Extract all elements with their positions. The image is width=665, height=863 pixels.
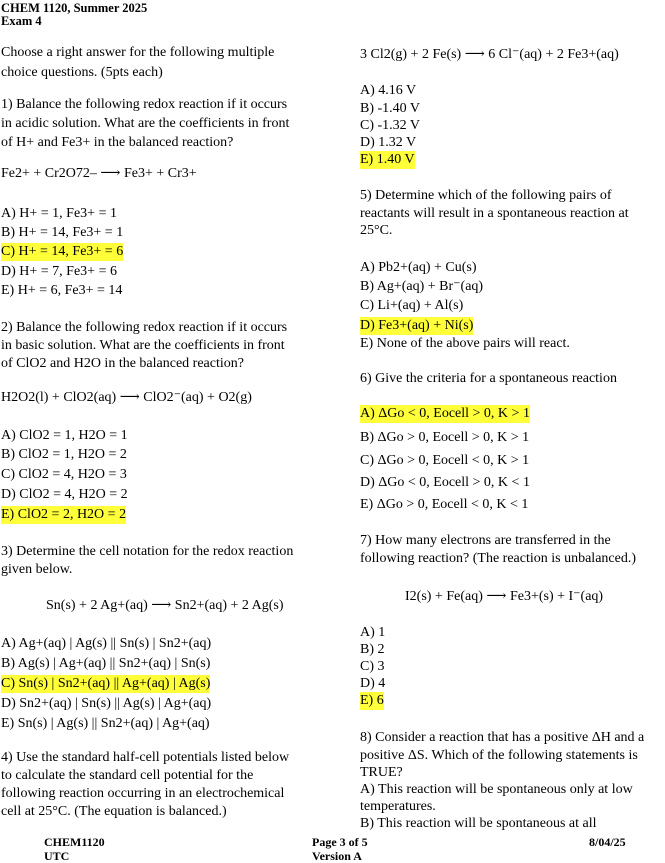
question-stem: 5) Determine which of the following pairs of xyxy=(360,188,612,203)
answer-option[interactable]: C) Li+(aq) + Al(s) xyxy=(360,298,464,313)
answer-option[interactable]: B) Ag(s) | Ag+(aq) || Sn2+(aq) | Sn(s) xyxy=(1,656,211,671)
answer-option[interactable]: C) 3 xyxy=(360,659,385,674)
answer-option[interactable]: B) ClO2 = 1, H2O = 2 xyxy=(1,447,127,462)
question-stem: 4) Use the standard half-cell potentials listed below xyxy=(1,750,290,765)
answer-option-correct[interactable]: C) H+ = 14, Fe3+ = 6 xyxy=(1,244,124,259)
answer-option[interactable]: D) H+ = 7, Fe3+ = 6 xyxy=(1,264,117,279)
answer-option[interactable]: A) Pb2+(aq) + Cu(s) xyxy=(360,260,477,275)
question-stem: positive ΔS. Which of the following statements is xyxy=(360,748,638,763)
question-stem: 2) Balance the following redox reaction if it occurs xyxy=(1,320,288,335)
footer-school: UTC xyxy=(44,849,70,863)
question-stem: of ClO2 and H2O in the balanced reaction? xyxy=(1,356,244,371)
answer-option[interactable]: A) 1 xyxy=(360,625,386,640)
footer-course: CHEM1120 xyxy=(44,835,105,849)
question-stem: 8) Consider a reaction that has a positive ΔH and a xyxy=(360,730,645,745)
answer-option-correct[interactable]: A) ΔGo < 0, Eocell > 0, K > 1 xyxy=(360,406,530,421)
answer-option[interactable]: A) Ag+(aq) | Ag(s) || Sn(s) | Sn2+(aq) xyxy=(1,636,212,651)
equation: 3 Cl2(g) + 2 Fe(s) ⟶ 6 Cl⁻(aq) + 2 Fe3+(aq) xyxy=(360,47,619,62)
answer-option-correct[interactable]: D) Fe3+(aq) + Ni(s) xyxy=(360,318,474,333)
question-stem: following reaction occurring in an electrochemical xyxy=(1,786,285,801)
equation: Fe2+ + Cr2O72– ⟶ Fe3+ + Cr3+ xyxy=(1,166,197,181)
question-stem: 6) Give the criteria for a spontaneous reaction xyxy=(360,371,617,386)
answer-option[interactable]: E) Sn(s) | Ag(s) || Sn2+(aq) | Ag+(aq) xyxy=(1,716,210,731)
question-stem: of H+ and Fe3+ in the balanced reaction? xyxy=(1,135,234,150)
answer-option[interactable]: B) H+ = 14, Fe3+ = 1 xyxy=(1,225,124,240)
exam-title: Exam 4 xyxy=(1,14,42,28)
question-stem: reactants will result in a spontaneous reaction at xyxy=(360,206,629,221)
question-stem: following reaction? (The reaction is unbalanced.) xyxy=(360,551,636,566)
answer-option-correct[interactable]: E) ClO2 = 2, H2O = 2 xyxy=(1,507,127,522)
footer-page-number: Page 3 of 5 xyxy=(312,835,368,849)
question-stem: 1) Balance the following redox reaction if it occurs xyxy=(1,97,288,112)
answer-option[interactable]: D) ΔGo < 0, Eocell > 0, K < 1 xyxy=(360,475,530,490)
answer-option-continued: temperatures. xyxy=(360,799,436,814)
question-stem: given below. xyxy=(1,562,73,577)
instructions-line: choice questions. (5pts each) xyxy=(1,65,163,80)
answer-option[interactable]: B) -1.40 V xyxy=(360,101,421,116)
question-stem: in basic solution. What are the coefficients in front xyxy=(1,338,285,353)
answer-option-correct[interactable]: E) 1.40 V xyxy=(360,152,415,167)
answer-option[interactable]: A) This reaction will be spontaneous only at low xyxy=(360,782,633,797)
answer-option[interactable]: C) -1.32 V xyxy=(360,118,421,133)
answer-option[interactable]: A) ClO2 = 1, H2O = 1 xyxy=(1,428,128,443)
question-stem: TRUE? xyxy=(360,765,403,780)
equation: H2O2(l) + ClO2(aq) ⟶ ClO2⁻(aq) + O2(g) xyxy=(1,390,252,405)
question-stem: 7) How many electrons are transferred in the xyxy=(360,533,611,548)
answer-option[interactable]: C) ΔGo > 0, Eocell < 0, K > 1 xyxy=(360,453,530,468)
answer-option[interactable]: B) Ag+(aq) + Br⁻(aq) xyxy=(360,279,484,294)
equation: I2(s) + Fe(aq) ⟶ Fe3+(s) + I⁻(aq) xyxy=(405,589,604,604)
answer-option[interactable]: C) ClO2 = 4, H2O = 3 xyxy=(1,467,127,482)
answer-option-correct[interactable]: E) 6 xyxy=(360,693,384,708)
instructions-line: Choose a right answer for the following multiple xyxy=(1,45,275,60)
answer-option[interactable]: E) ΔGo > 0, Eocell < 0, K < 1 xyxy=(360,497,529,512)
question-stem: in acidic solution. What are the coefficients in front xyxy=(1,116,290,131)
question-stem: 3) Determine the cell notation for the redox reaction xyxy=(1,544,294,559)
answer-option-correct[interactable]: C) Sn(s) | Sn2+(aq) || Ag+(aq) | Ag(s) xyxy=(1,676,211,691)
footer-date: 8/04/25 xyxy=(589,835,626,849)
answer-option[interactable]: A) H+ = 1, Fe3+ = 1 xyxy=(1,206,117,221)
answer-option[interactable]: B) ΔGo > 0, Eocell > 0, K > 1 xyxy=(360,430,530,445)
answer-option[interactable]: E) None of the above pairs will react. xyxy=(360,336,570,351)
question-stem: 25°C. xyxy=(360,223,393,238)
question-stem: to calculate the standard cell potential for the xyxy=(1,768,254,783)
answer-option[interactable]: E) H+ = 6, Fe3+ = 14 xyxy=(1,283,123,298)
answer-option[interactable]: A) 4.16 V xyxy=(360,83,417,98)
answer-option[interactable]: B) 2 xyxy=(360,642,385,657)
footer-version: Version A xyxy=(312,849,362,863)
answer-option[interactable]: D) 4 xyxy=(360,676,386,691)
answer-option[interactable]: B) This reaction will be spontaneous at all xyxy=(360,816,597,831)
course-title: CHEM 1120, Summer 2025 xyxy=(1,1,148,15)
question-stem: cell at 25°C. (The equation is balanced.) xyxy=(1,804,227,819)
answer-option[interactable]: D) ClO2 = 4, H2O = 2 xyxy=(1,487,128,502)
answer-option[interactable]: D) Sn2+(aq) | Sn(s) || Ag(s) | Ag+(aq) xyxy=(1,696,212,711)
answer-option[interactable]: D) 1.32 V xyxy=(360,135,417,150)
equation: Sn(s) + 2 Ag+(aq) ⟶ Sn2+(aq) + 2 Ag(s) xyxy=(46,598,284,613)
